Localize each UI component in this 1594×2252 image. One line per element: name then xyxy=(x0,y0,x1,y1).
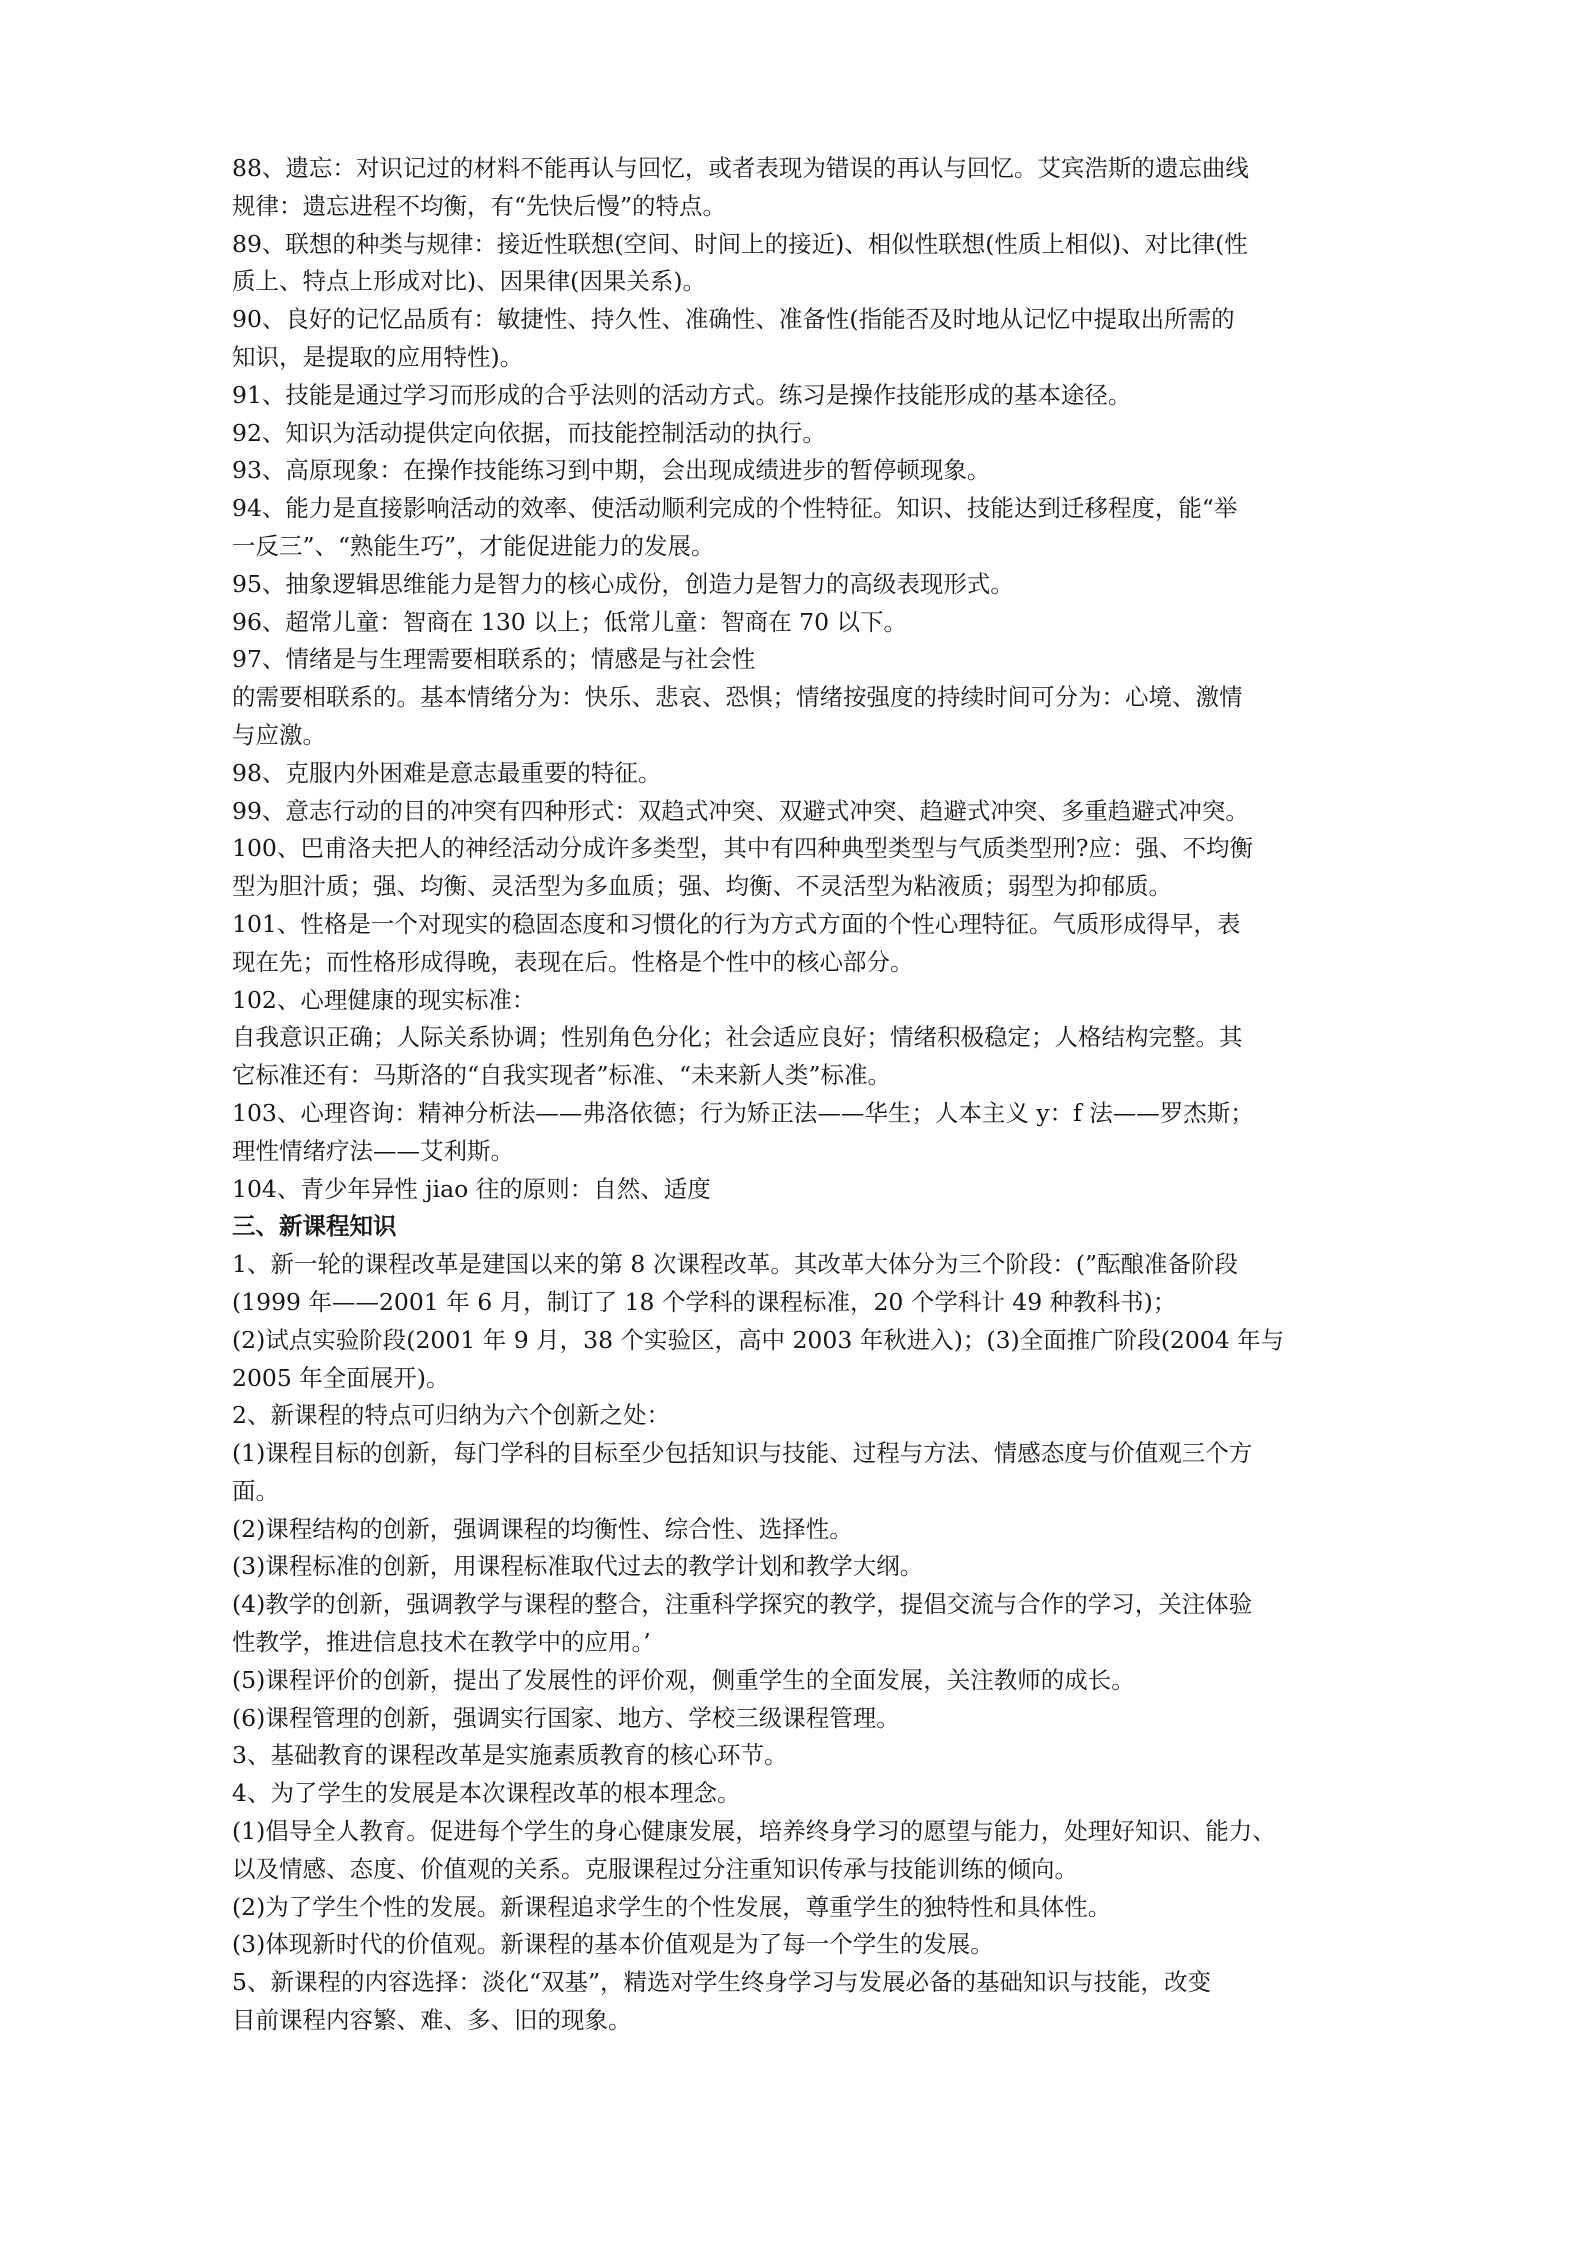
text-line: 95、抽象逻辑思维能力是智力的核心成份，创造力是智力的高级表现形式。 xyxy=(232,569,1014,598)
text-line: 与应激。 xyxy=(232,720,326,749)
text-line: 规律：遗忘进程不均衡，有“先快后慢”的特点。 xyxy=(232,191,727,220)
text-line: 它标准还有：马斯洛的“自我实现者”标准、“未来新人类”标准。 xyxy=(232,1061,892,1090)
text-line: 89、联想的种类与规律：接近性联想(空间、时间上的接近)、相似性联想(性质上相似)、对比律(性 xyxy=(232,229,1248,258)
text-line: 94、能力是直接影响活动的效率、使活动顺利完成的个性特征。知识、技能达到迁移程度，能“举 xyxy=(232,494,1238,523)
text-line: (1)课程目标的创新，每门学科的目标至少包括知识与技能、过程与方法、情感态度与价值观三个方 xyxy=(232,1439,1253,1468)
text-line: 88、遗忘：对识记过的材料不能再认与回忆，或者表现为错误的再认与回忆。艾宾浩斯的遗忘曲线 xyxy=(232,154,1249,182)
text-line: 98、克服内外困难是意志最重要的特征。 xyxy=(232,758,662,787)
text-line: 99、意志行动的目的冲突有四种形式：双趋式冲突、双避式冲突、趋避式冲突、多重趋避式冲突。 xyxy=(232,796,1249,825)
text-line: (2)为了学生个性的发展。新课程追求学生的个性发展，尊重学生的独特性和具体性。 xyxy=(232,1892,1112,1921)
text-line: 92、知识为活动提供定向依据，而技能控制活动的执行。 xyxy=(232,418,826,447)
text-line: 2、新课程的特点可归纳为六个创新之处： xyxy=(232,1401,670,1430)
text-line: 93、高原现象：在操作技能练习到中期，会出现成绩进步的暂停顿现象。 xyxy=(232,456,991,485)
text-line: (1999 年——2001 年 6 月，制订了 18 个学科的课程标准，20 个学科计 49 种教科书)； xyxy=(232,1287,1177,1316)
text-line: 97、情绪是与生理需要相联系的；情感是与社会性 xyxy=(232,645,756,674)
text-line: (4)教学的创新，强调教学与课程的整合，注重科学探究的教学，提倡交流与合作的学习，关注体验 xyxy=(232,1590,1253,1619)
text-line: 96、超常儿童：智商在 130 以上；低常儿童：智商在 70 以下。 xyxy=(232,607,908,636)
text-line: 91、技能是通过学习而形成的合乎法则的活动方式。练习是操作技能形成的基本途径。 xyxy=(232,380,1132,409)
text-line: 1、新一轮的课程改革是建国以来的第 8 次课程改革。其改革大体分为三个阶段：(”酝酿准备阶段 xyxy=(232,1250,1239,1279)
text-line: 5、新课程的内容选择：淡化“双基”，精选对学生终身学习与发展必备的基础知识与技能，改变 xyxy=(232,1968,1211,1997)
text-line: 性教学，推进信息技术在教学中的应用。’ xyxy=(232,1628,651,1657)
text-line: (2)试点实验阶段(2001 年 9 月，38 个实验区，高中 2003 年秋进入)；(3)全面推广阶段(2004 年与 xyxy=(232,1325,1285,1354)
text-line: 目前课程内容繁、难、多、旧的现象。 xyxy=(232,2006,632,2035)
text-line: 100、巴甫洛夫把人的神经活动分成许多类型，其中有四种典型类型与气质类型刑?应：强、不均衡 xyxy=(232,834,1253,863)
text-line: 101、性格是一个对现实的稳固态度和习惯化的行为方式方面的个性心理特征。气质形成得早，表 xyxy=(232,909,1241,938)
text-line: 102、心理健康的现实标准： xyxy=(232,985,536,1014)
text-line: 一反三”、“熟能生巧”，才能促进能力的发展。 xyxy=(232,531,715,560)
section-heading: 三、新课程知识 xyxy=(232,1212,397,1241)
document-page xyxy=(232,150,1452,2040)
text-line: 质上、特点上形成对比)、因果律(因果关系)。 xyxy=(232,267,707,296)
text-line: 90、良好的记忆品质有：敏捷性、持久性、准确性、准备性(指能否及时地从记忆中提取出所需的 xyxy=(232,305,1235,334)
text-line: (3)课程标准的创新，用课程标准取代过去的教学计划和教学大纲。 xyxy=(232,1552,924,1581)
text-line: 知识，是提取的应用特性)。 xyxy=(232,342,524,371)
text-line: (2)课程结构的创新，强调课程的均衡性、综合性、选择性。 xyxy=(232,1514,853,1543)
text-line: 4、为了学生的发展是本次课程改革的根本理念。 xyxy=(232,1779,741,1808)
text-line: (5)课程评价的创新，提出了发展性的评价观，侧重学生的全面发展，关注教师的成长。 xyxy=(232,1665,1135,1694)
text-line: 103、心理咨询：精神分析法——弗洛依德；行为矫正法——华生；人本主义 y：f 法——罗杰斯； xyxy=(232,1098,1254,1127)
text-line: 现在先；而性格形成得晚，表现在后。性格是个性中的核心部分。 xyxy=(232,947,914,976)
text-line: 的需要相联系的。基本情绪分为：快乐、悲哀、恐惧；情绪按强度的持续时间可分为：心境、激情 xyxy=(232,683,1243,712)
text-line: 104、青少年异性 jiao 往的原则：自然、适度 xyxy=(232,1174,711,1203)
text-line: 自我意识正确；人际关系协调；性别角色分化；社会适应良好；情绪积极稳定；人格结构完整。其 xyxy=(232,1023,1243,1052)
text-line: 理性情绪疗法——艾利斯。 xyxy=(232,1136,514,1165)
text-line: 2005 年全面展开)。 xyxy=(232,1363,450,1392)
text-line: 面。 xyxy=(232,1476,279,1505)
text-line: 3、基础教育的课程改革是实施素质教育的核心环节。 xyxy=(232,1741,788,1770)
text-line: (3)体现新时代的价值观。新课程的基本价值观是为了每一个学生的发展。 xyxy=(232,1930,994,1959)
text-line: 以及情感、态度、价值观的关系。克服课程过分注重知识传承与技能训练的倾向。 xyxy=(232,1854,1078,1883)
text-line: (6)课程管理的创新，强调实行国家、地方、学校三级课程管理。 xyxy=(232,1703,900,1732)
text-line: (1)倡导全人教育。促进每个学生的身心健康发展，培养终身学习的愿望与能力，处理好知识、能力、 xyxy=(232,1817,1276,1846)
text-line: 型为胆汁质；强、均衡、灵活型为多血质；强、均衡、不灵活型为粘液质；弱型为抑郁质。 xyxy=(232,872,1172,901)
